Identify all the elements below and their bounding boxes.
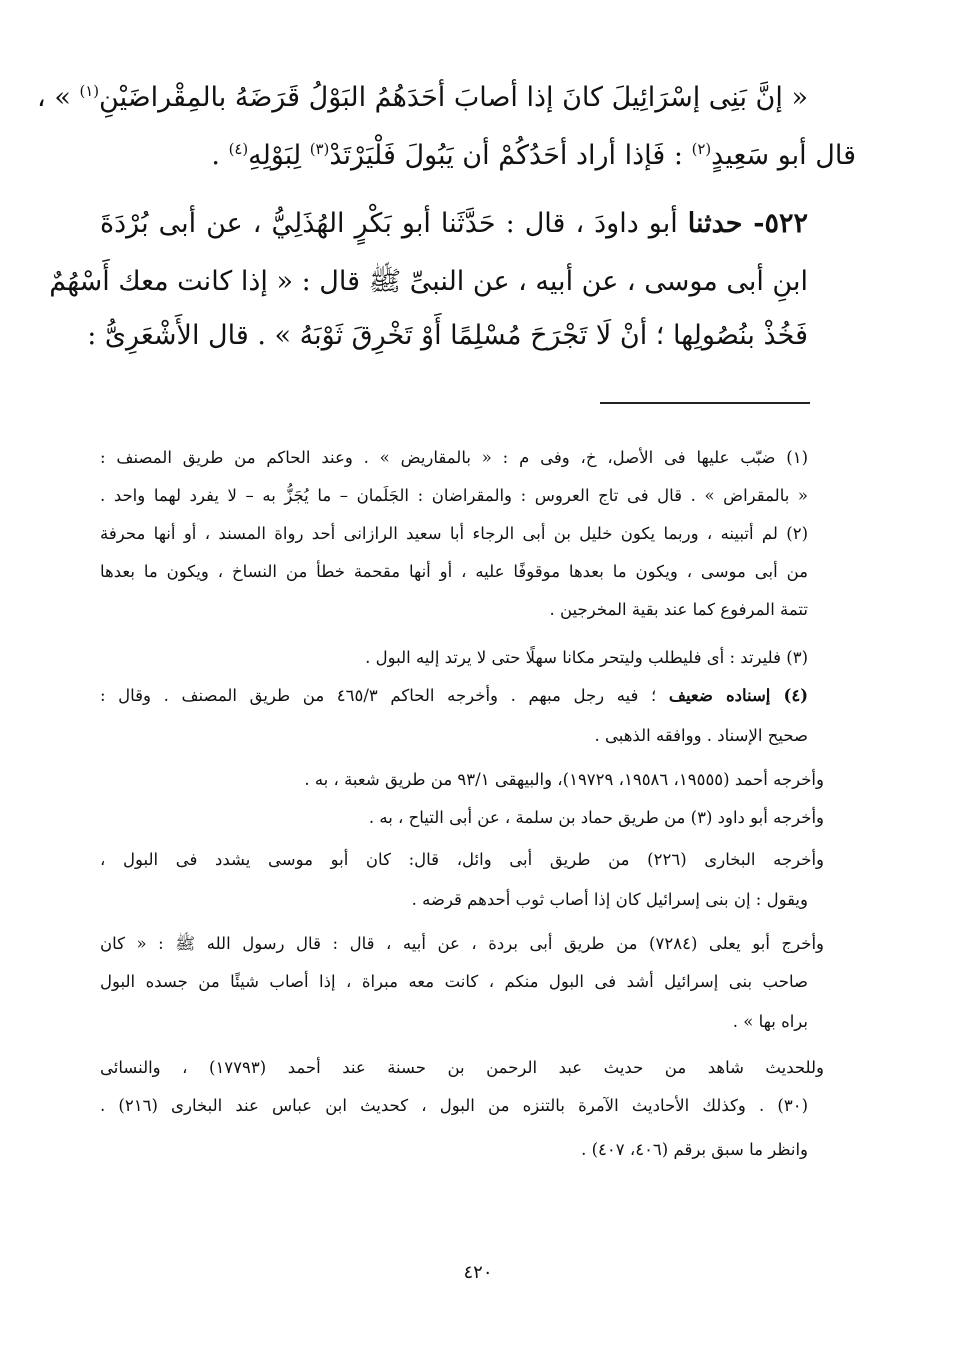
hadith-number: ٥٢٢- حدثنا	[687, 208, 809, 239]
footnote-line: (٣٠) . وكذلك الأحاديث الآمرة بالتنزه من البول ، كحديث ابن عباس عند البخارى (٢١٦) .	[100, 1096, 808, 1115]
footnote-line: تتمة المرفوع كما عند بقية المخرجين .	[549, 600, 808, 619]
hadith-522-line-3: فَخُذْ بنُصُولِها ؛ أنْ لَا تَجْرَحَ مُسْلِمًا أَوْ تَخْرِقَ ثَوْبَهُ » . قال الأَشْعَرِىُّ :	[87, 320, 808, 351]
footnote-line: من أبى موسى ، ويكون ما بعدها موقوفًا عليه ، أو أنها مقحمة خطأ من النساخ ، ويكون ما بعدها	[100, 562, 808, 581]
footnote-line: صاحب بنى إسرائيل أشد فى البول منكم ، كانت معه مبراة ، إذا أصاب شيئًا من جسده البول	[100, 972, 808, 991]
hadith-522-line-1: ٥٢٢- حدثنا أبو داودَ ، قال : حَدَّثَنا أبو بَكْرٍ الهُذَلِيُّ ، عن أبى بُرْدَةَ	[100, 208, 809, 239]
footnote-line: صحيح الإسناد . ووافقه الذهبى .	[594, 726, 808, 745]
main-line-2: قال أبو سَعِيدٍ$^{(٢)}$ : فَإذا أراد أحَدُكُمْ أن يَبُولَ فَلْيَرْتَدْ$^{(٣)}$ لِبَوْلِهِ$^{(٤)}$ .	[211, 140, 856, 171]
footnote-line: وللحديث شاهد من حديث عبد الرحمن بن حسنة عند أحمد (١٧٧٩٣) ، والنسائى	[100, 1058, 824, 1077]
footnote-ref-2[interactable]: (٢)	[691, 140, 712, 158]
footnote-bold: (٤) إسناده ضعيف	[668, 686, 808, 705]
footnote-line: وأخرج أبو يعلى (٧٢٨٤) من طريق أبى بردة ، عن أبيه ، قال : قال رسول الله ﷺ : « كان	[100, 934, 824, 953]
footnote-line: وانظر ما سبق برقم (٤٠٦، ٤٠٧) .	[581, 1140, 808, 1159]
footnote-line: ويقول : إن بنى إسرائيل كان إذا أصاب ثوب أحدهم قرضه .	[411, 890, 808, 909]
footnote-separator	[600, 402, 810, 404]
footnote-line-4: (٤) إسناده ضعيف ؛ فيه رجل مبهم . وأخرجه الحاكم ٤٦٥/٣ من طريق المصنف . وقال :	[100, 686, 808, 705]
main-line-1: « إنَّ بَنِى إسْرَائِيلَ كانَ إذا أصابَ أحَدَهُمُ البَوْلُ قَرَضَهُ بالمِقْراضَيْنِ$^{(١)}$ » ،	[37, 82, 808, 113]
footnote-line: (١) ضبّب عليها فى الأصل، خ، وفى م : « بالمقاريض » . وعند الحاكم من طريق المصنف :	[100, 448, 808, 467]
page-number: ٤٢٠	[463, 1262, 493, 1283]
footnote-line: وأخرجه البخارى (٢٢٦) من طريق أبى وائل، قال: كان أبو موسى يشدد فى البول ،	[100, 850, 825, 869]
footnote-line: براه بها » .	[732, 1012, 808, 1031]
footnote-ref-3[interactable]: (٣)	[309, 140, 330, 158]
footnote-line: (٣) فليرتد : أى فليطلب وليتحر مكانا سهلًا حتى لا يرتد إليه البول .	[365, 648, 808, 667]
footnote-line: وأخرجه أبو داود (٣) من طريق حماد بن سلمة ، عن أبى التياح ، به .	[368, 808, 824, 827]
footnote-line: وأخرجه أحمد (١٩٥٥٥، ١٩٥٨٦، ١٩٧٢٩)، والبيهقى ٩٣/١ من طريق شعبة ، به .	[304, 770, 824, 789]
footnote-ref-4[interactable]: (٤)	[228, 140, 249, 158]
footnote-ref-1[interactable]: (١)	[79, 82, 100, 100]
footnote-line: « بالمقراض » . قال فى تاج العروس : والمقراضان : الجَلَمان – ما يُجَزُّ به – لا يفرد لهما واحد .	[100, 486, 808, 505]
hadith-522-line-2: ابنِ أبى موسى ، عن أبيه ، عن النبىِّ ﷺ قال : « إذا كانت معك أَسْهُمٌ	[49, 266, 808, 297]
footnote-line: (٢) لم أتبينه ، وربما يكون خليل بن أبى الرجاء أبا سعيد الرازانى أحد رواة المسند ، أو أنها محرفة	[100, 524, 808, 543]
